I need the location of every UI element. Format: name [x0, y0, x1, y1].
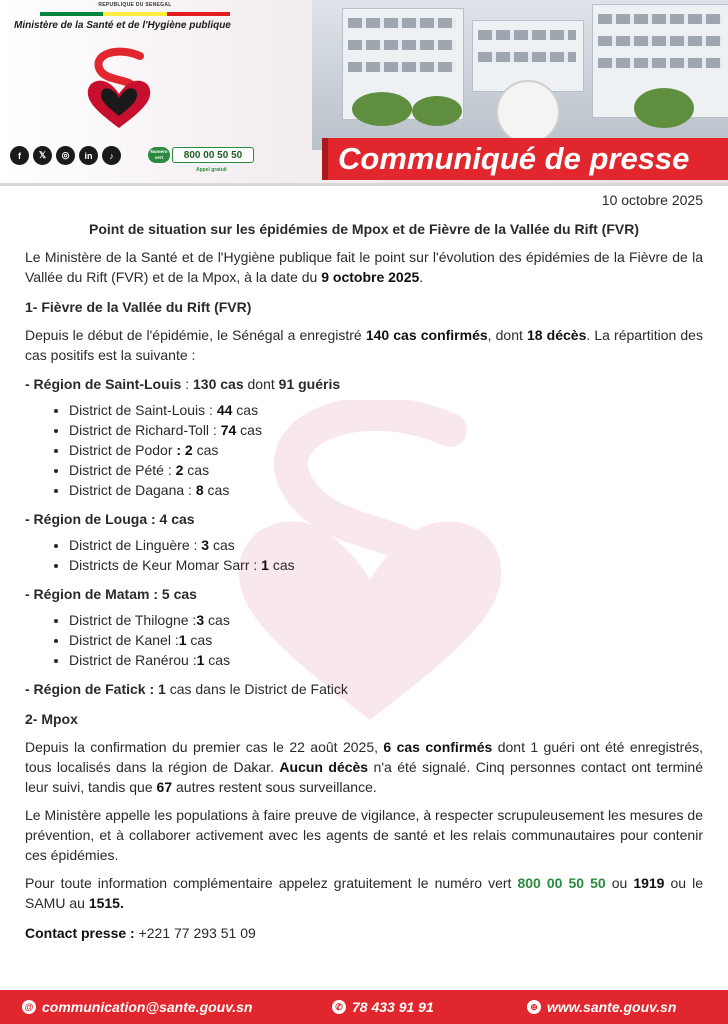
- list-item: • District de Kanel :1 cas: [69, 630, 703, 650]
- louga-districts: [25, 535, 703, 575]
- list-item: • District de Richard-Toll : 74 cas: [69, 420, 703, 440]
- header-divider: [0, 183, 728, 186]
- mpox-paragraph: Depuis la confirmation du premier cas le 22 août 2025, 6 cas confirmés dont 1 guéri ont été enregistrés, tous localisés dans la région de Dakar. Aucun décès n'a été signalé. Cinq personnes contact ont terminé leur suivi, tandis que 67 autres restent sous surveillance.: [25, 739, 703, 795]
- release-date: 10 octobre 2025: [601, 192, 703, 208]
- instagram-icon[interactable]: ◎: [56, 146, 75, 165]
- list-item: • District de Podor : 2 cas: [69, 440, 703, 460]
- x-icon[interactable]: 𝕏: [33, 146, 52, 165]
- ministry-building-image: [312, 0, 728, 150]
- footer-website[interactable]: ⊕ www.sante.gouv.sn: [527, 990, 676, 1024]
- senegal-flag-stripe: [40, 12, 230, 16]
- appel-gratuit-label: Appel gratuit: [196, 167, 227, 173]
- tiktok-icon[interactable]: ♪: [102, 146, 121, 165]
- region-fatick: - Région de Fatick : 1 cas dans le District de Fatick: [25, 681, 348, 697]
- letterhead: [0, 0, 728, 186]
- list-item: • District de Linguère : 3 cas: [69, 535, 703, 555]
- intro-paragraph: Le Ministère de la Santé et de l'Hygiène publique fait le point sur l'évolution des épidémies de la Fièvre de la Vallée du Rift (FVR) et de la Mpox, à la date du 9 octobre 2025.: [25, 249, 703, 285]
- info-paragraph: Pour toute information complémentaire appelez gratuitement le numéro vert 800 00 50 50 ou 1919 ou le SAMU au 1515.: [25, 875, 704, 911]
- release-title: Point de situation sur les épidémies de Mpox et de Fièvre de la Vallée du Rift (FVR): [88, 221, 639, 237]
- hotline-number: 800 00 50 50: [172, 147, 254, 163]
- list-item: • District de Saint-Louis : 44 cas: [69, 400, 703, 420]
- footer-email[interactable]: @ communication@sante.gouv.sn: [22, 990, 252, 1024]
- facebook-icon[interactable]: f: [10, 146, 29, 165]
- list-item: • District de Dagana : 8 cas: [69, 480, 703, 500]
- appeal-paragraph: Le Ministère appelle les populations à faire preuve de vigilance, à respecter scrupuleusement les mesures de prévention, et à collaborer activement avec les agents de santé et les relais communautaires pour contenir ces épidémies.: [25, 807, 703, 863]
- list-item: • Districts de Keur Momar Sarr : 1 cas: [69, 555, 703, 575]
- whatsapp-icon: ✆: [332, 1000, 346, 1014]
- region-louga: - Région de Louga : 4 cas: [25, 511, 195, 527]
- ministry-logo-icon: [78, 46, 160, 132]
- email-icon: @: [22, 1000, 36, 1014]
- region-saint-louis: - Région de Saint-Louis : 130 cas dont 91 guéris: [25, 376, 341, 392]
- list-item: • District de Thilogne :3 cas: [69, 610, 703, 630]
- region-matam: - Région de Matam : 5 cas: [25, 586, 197, 602]
- saint-louis-districts: [25, 400, 703, 500]
- numero-vert-badge: Numéro vert: [148, 147, 170, 163]
- list-item: • District de Ranérou :1 cas: [69, 650, 703, 670]
- social-links: [10, 146, 121, 165]
- ministry-name: Ministère de la Santé et de l'Hygiène publique: [14, 20, 231, 31]
- section-mpox-heading: 2- Mpox: [25, 711, 78, 727]
- globe-icon: ⊕: [527, 1000, 541, 1014]
- press-contact: Contact presse : +221 77 293 51 09: [25, 925, 256, 941]
- fvr-paragraph: Depuis le début de l'épidémie, le Sénégal a enregistré 140 cas confirmés, dont 18 décès. La répartition des cas positifs est la suivante :: [25, 327, 703, 363]
- press-release-banner: Communiqué de presse: [328, 138, 728, 180]
- linkedin-icon[interactable]: in: [79, 146, 98, 165]
- section-fvr-heading: 1- Fièvre de la Vallée du Rift (FVR): [25, 299, 252, 315]
- matam-districts: [25, 610, 703, 670]
- footer-bar: [0, 990, 728, 1024]
- footer-whatsapp[interactable]: ✆ 78 433 91 91: [332, 990, 434, 1024]
- republic-label: REPUBLIQUE DU SENEGAL: [98, 2, 172, 8]
- list-item: • District de Pété : 2 cas: [69, 460, 703, 480]
- press-release-body: [25, 190, 703, 943]
